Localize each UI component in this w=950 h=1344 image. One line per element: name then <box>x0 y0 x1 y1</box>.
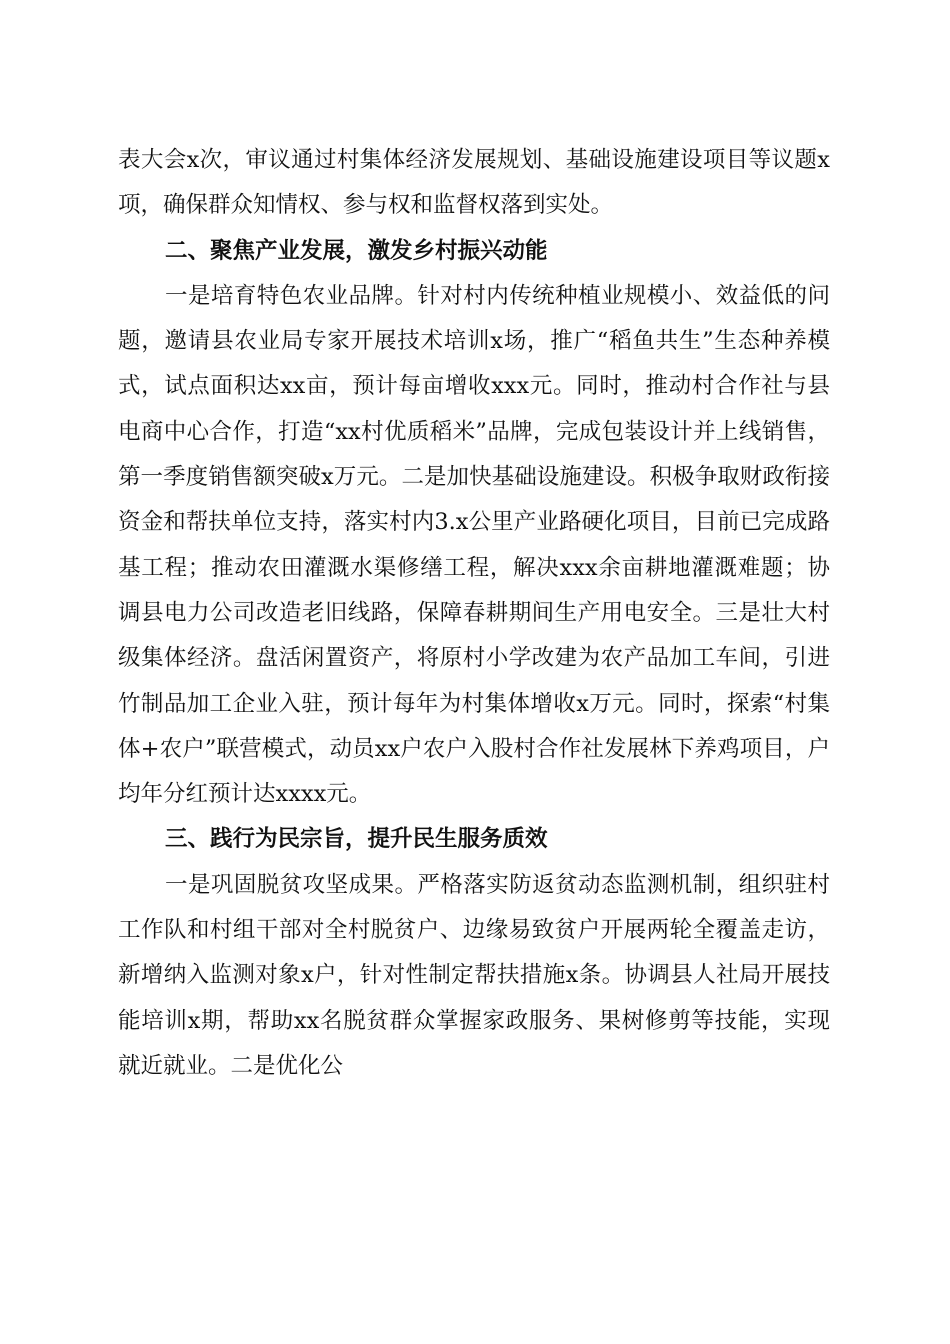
section-heading-2: 二、聚焦产业发展，激发乡村振兴动能 <box>165 237 548 264</box>
paragraph-text: 严格落实防返贫动态监测机制，组织驻村工作队和村组干部对全村脱贫户、边缘易致贫户开展两轮全覆盖走访，新增纳入监测对象x户，针对性制定帮扶措施x条。协调县人社局开展技能培训x期，帮助xx名脱贫群众掌握家政服务、果树修剪等技能，实现就近就业。 <box>118 871 830 1079</box>
lead-phrase: 一是培育特色农业品牌。 <box>165 282 418 309</box>
lead-phrase: 二是优化公 <box>230 1052 344 1079</box>
section-heading-3: 三、践行为民宗旨，提升民生服务质效 <box>165 826 548 853</box>
lead-phrase: 二是加快基础设施建设。 <box>401 464 650 491</box>
paragraph-text: 积极争取财政衔接资金和帮扶单位支持，落实村内3.x公里产业路硬化项目，目前已完成路基工程；推动农田灌溉水渠修缮工程，解决xxx余亩耕地灌溉难题；协调县电力公司改造老旧线路，保障春耕期间生产用电安全。 <box>118 464 830 626</box>
paragraph-text: 针对村内传统种植业规模小、效益低的问题，邀请县农业局专家开展技术培训x场，推广“稻鱼共生”生态种养模式，试点面积达xx亩，预计每亩增收xxx元。同时，推动村合作社与县电商中心合作，打造“xx村优质稻米”品牌，完成包装设计并上线销售，第一季度销售额突破x万元。 <box>118 282 830 491</box>
lead-phrase: 一是巩固脱贫攻坚成果。 <box>165 871 418 898</box>
document-page <box>118 138 830 1089</box>
paragraph-text: 盘活闲置资产，将原村小学改建为农产品加工车间，引进竹制品加工企业入驻，预计每年为村集体增收x万元。同时，探索“村集体+农户”联营模式，动员xx户农户入股村合作社发展林下养鸡项目，户均年分红预计达xxxx元。 <box>118 645 830 808</box>
lead-phrase: 三是壮大村级集体经济。 <box>118 599 830 672</box>
paragraph-livelihood <box>118 863 830 1089</box>
paragraph-industry <box>118 274 830 818</box>
paragraph-continued: 表大会x次，审议通过村集体经济发展规划、基础设施建设项目等议题x项，确保群众知情权、参与权和监督权落到实处。 <box>118 147 830 219</box>
